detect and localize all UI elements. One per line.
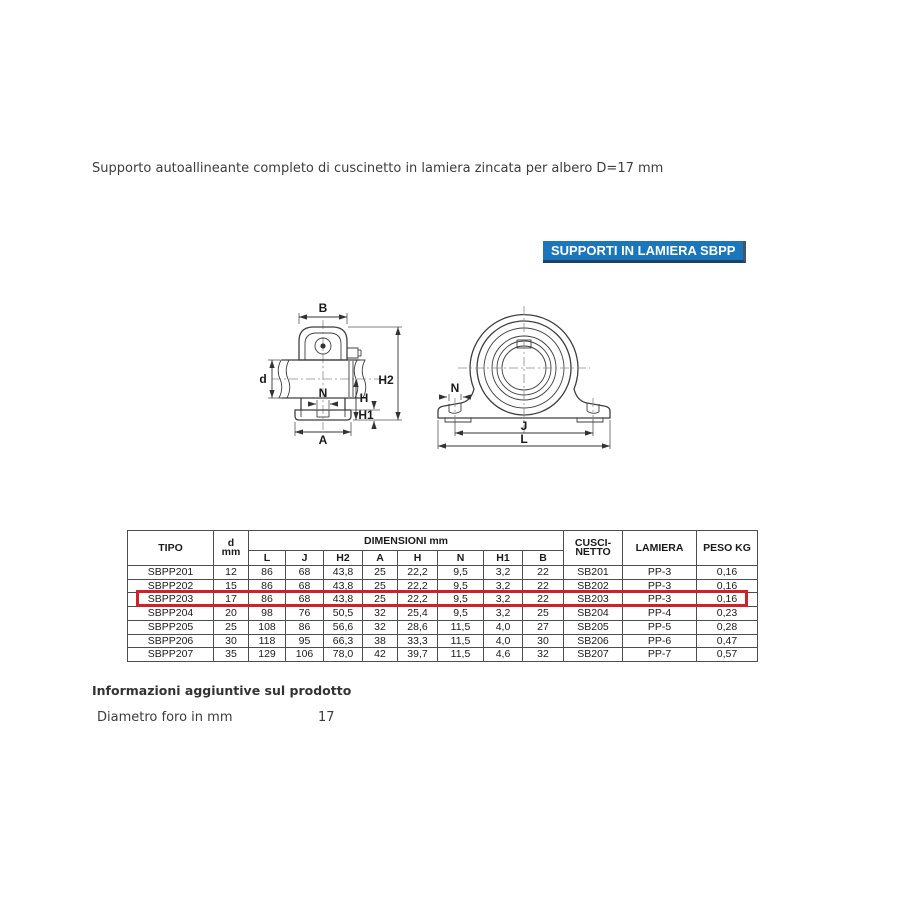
- cell: SB205: [564, 620, 623, 634]
- cell: 12: [214, 566, 249, 580]
- cell: SBPP205: [128, 620, 214, 634]
- cell: 106: [286, 648, 324, 662]
- cell: 43,8: [324, 566, 363, 580]
- cell: 4,0: [484, 620, 523, 634]
- cell: 25: [363, 566, 398, 580]
- cell: 20: [214, 607, 249, 621]
- cell: 9,5: [438, 579, 484, 593]
- cell: 68: [286, 593, 324, 607]
- cell: 32: [363, 620, 398, 634]
- col-header-L: L: [249, 551, 286, 566]
- cell: 22: [523, 566, 564, 580]
- info-value: 17: [318, 710, 335, 725]
- cell: 43,8: [324, 593, 363, 607]
- cell: SBPP202: [128, 579, 214, 593]
- col-header-H1: H1: [484, 551, 523, 566]
- cell: 27: [523, 620, 564, 634]
- cell: PP-5: [623, 620, 697, 634]
- cell: 25: [363, 593, 398, 607]
- table-header-row-1: [128, 531, 758, 551]
- cell: PP-3: [623, 566, 697, 580]
- cell: 3,2: [484, 607, 523, 621]
- cell: 0,47: [697, 634, 758, 648]
- dim-label-N-front: N: [450, 381, 460, 395]
- dimensions-table-container: [127, 530, 758, 662]
- cell: 39,7: [398, 648, 438, 662]
- cell: 0,16: [697, 593, 758, 607]
- cell: SBPP201: [128, 566, 214, 580]
- cell: 32: [363, 607, 398, 621]
- dim-label-N-side: N: [318, 386, 328, 400]
- cell: 38: [363, 634, 398, 648]
- col-header-cusci-line2: NETTO: [575, 546, 611, 558]
- col-header-d: [214, 531, 249, 566]
- col-header-B: B: [523, 551, 564, 566]
- cell: 4,0: [484, 634, 523, 648]
- cell: SB203: [564, 593, 623, 607]
- cell: 22: [523, 593, 564, 607]
- cell: SBPP206: [128, 634, 214, 648]
- table-row-sbpp207: [128, 648, 758, 662]
- table-row-sbpp206: [128, 634, 758, 648]
- cell: SB206: [564, 634, 623, 648]
- cell: 86: [286, 620, 324, 634]
- table-row-sbpp203-highlighted: [128, 593, 758, 607]
- cell: 76: [286, 607, 324, 621]
- side-view-drawing: [259, 301, 402, 447]
- col-header-d-line1: d: [227, 536, 235, 549]
- dim-label-A: A: [318, 433, 328, 447]
- dim-label-H1: H1: [358, 408, 374, 422]
- cell: 9,5: [438, 607, 484, 621]
- cell: 11,5: [438, 620, 484, 634]
- cell: 56,6: [324, 620, 363, 634]
- cell: 28,6: [398, 620, 438, 634]
- cell: SBPP203: [128, 593, 214, 607]
- cell: 33,3: [398, 634, 438, 648]
- cell: 3,2: [484, 566, 523, 580]
- cell: 86: [249, 593, 286, 607]
- cell: SB202: [564, 579, 623, 593]
- cell: 0,16: [697, 579, 758, 593]
- cell: 11,5: [438, 634, 484, 648]
- cell: PP-6: [623, 634, 697, 648]
- col-header-J: J: [286, 551, 324, 566]
- cell: 22,2: [398, 593, 438, 607]
- cell: 22: [523, 579, 564, 593]
- dimensions-table: [127, 530, 758, 662]
- col-header-d-line2: mm: [221, 546, 241, 558]
- cell: 95: [286, 634, 324, 648]
- cell: PP-3: [623, 593, 697, 607]
- cell: 17: [214, 593, 249, 607]
- col-header-N: N: [438, 551, 484, 566]
- table-row-sbpp205: [128, 620, 758, 634]
- cell: 35: [214, 648, 249, 662]
- dim-label-L: L: [520, 432, 528, 446]
- cell: PP-4: [623, 607, 697, 621]
- cell: 30: [214, 634, 249, 648]
- cell: 0,16: [697, 566, 758, 580]
- dim-label-d: d: [259, 372, 267, 386]
- col-header-dimensioni: DIMENSIONI mm: [249, 531, 564, 551]
- cell: 0,23: [697, 607, 758, 621]
- dim-label-H: H: [359, 391, 369, 405]
- cell: 68: [286, 566, 324, 580]
- cell: 86: [249, 566, 286, 580]
- cell: 42: [363, 648, 398, 662]
- cell: 25: [523, 607, 564, 621]
- col-header-H2: H2: [324, 551, 363, 566]
- info-row: [97, 710, 335, 725]
- cell: SBPP207: [128, 648, 214, 662]
- category-banner[interactable]: SUPPORTI IN LAMIERA SBPP: [543, 241, 746, 263]
- cell: 32: [523, 648, 564, 662]
- grub-screw: [347, 348, 358, 358]
- cell: 15: [214, 579, 249, 593]
- col-header-lamiera: LAMIERA: [623, 531, 697, 566]
- page-title: Supporto autoallineante completo di cuscinetto in lamiera zincata per albero D=17 mm: [92, 161, 664, 176]
- cell: SB204: [564, 607, 623, 621]
- cell: 68: [286, 579, 324, 593]
- table-row-sbpp201: [128, 566, 758, 580]
- technical-drawing: [252, 300, 612, 465]
- info-label: Diametro foro in mm: [97, 710, 233, 725]
- cell: 22,2: [398, 566, 438, 580]
- table-body: [128, 566, 758, 662]
- cell: PP-7: [623, 648, 697, 662]
- col-header-cuscinetto: [564, 531, 623, 566]
- cell: 98: [249, 607, 286, 621]
- cell: 66,3: [324, 634, 363, 648]
- table-row-sbpp202: [128, 579, 758, 593]
- cell: 108: [249, 620, 286, 634]
- col-header-cusci-line1: CUSCI-: [574, 536, 612, 549]
- col-header-H: H: [398, 551, 438, 566]
- cell: SB201: [564, 566, 623, 580]
- col-header-tipo: TIPO: [128, 531, 214, 566]
- cell: 3,2: [484, 579, 523, 593]
- cell: 25: [214, 620, 249, 634]
- col-header-peso: PESO KG: [697, 531, 758, 566]
- cell: 78,0: [324, 648, 363, 662]
- info-section-heading: Informazioni aggiuntive sul prodotto: [92, 683, 352, 698]
- cell: 118: [249, 634, 286, 648]
- cell: 43,8: [324, 579, 363, 593]
- dim-label-H2: H2: [378, 373, 394, 387]
- cell: 9,5: [438, 566, 484, 580]
- front-view-drawing: [438, 306, 610, 449]
- cell: 25,4: [398, 607, 438, 621]
- cell: SBPP204: [128, 607, 214, 621]
- dim-label-B: B: [318, 301, 328, 315]
- table-row-sbpp204: [128, 607, 758, 621]
- cell: 22,2: [398, 579, 438, 593]
- col-header-A: A: [363, 551, 398, 566]
- cell: 0,28: [697, 620, 758, 634]
- cell: 4,6: [484, 648, 523, 662]
- cell: 9,5: [438, 593, 484, 607]
- dim-label-J: J: [520, 419, 528, 433]
- cell: 86: [249, 579, 286, 593]
- cell: 3,2: [484, 593, 523, 607]
- cell: 129: [249, 648, 286, 662]
- cell: PP-3: [623, 579, 697, 593]
- cell: 11,5: [438, 648, 484, 662]
- cell: 50,5: [324, 607, 363, 621]
- cell: SB207: [564, 648, 623, 662]
- cell: 25: [363, 579, 398, 593]
- cell: 30: [523, 634, 564, 648]
- cell: 0,57: [697, 648, 758, 662]
